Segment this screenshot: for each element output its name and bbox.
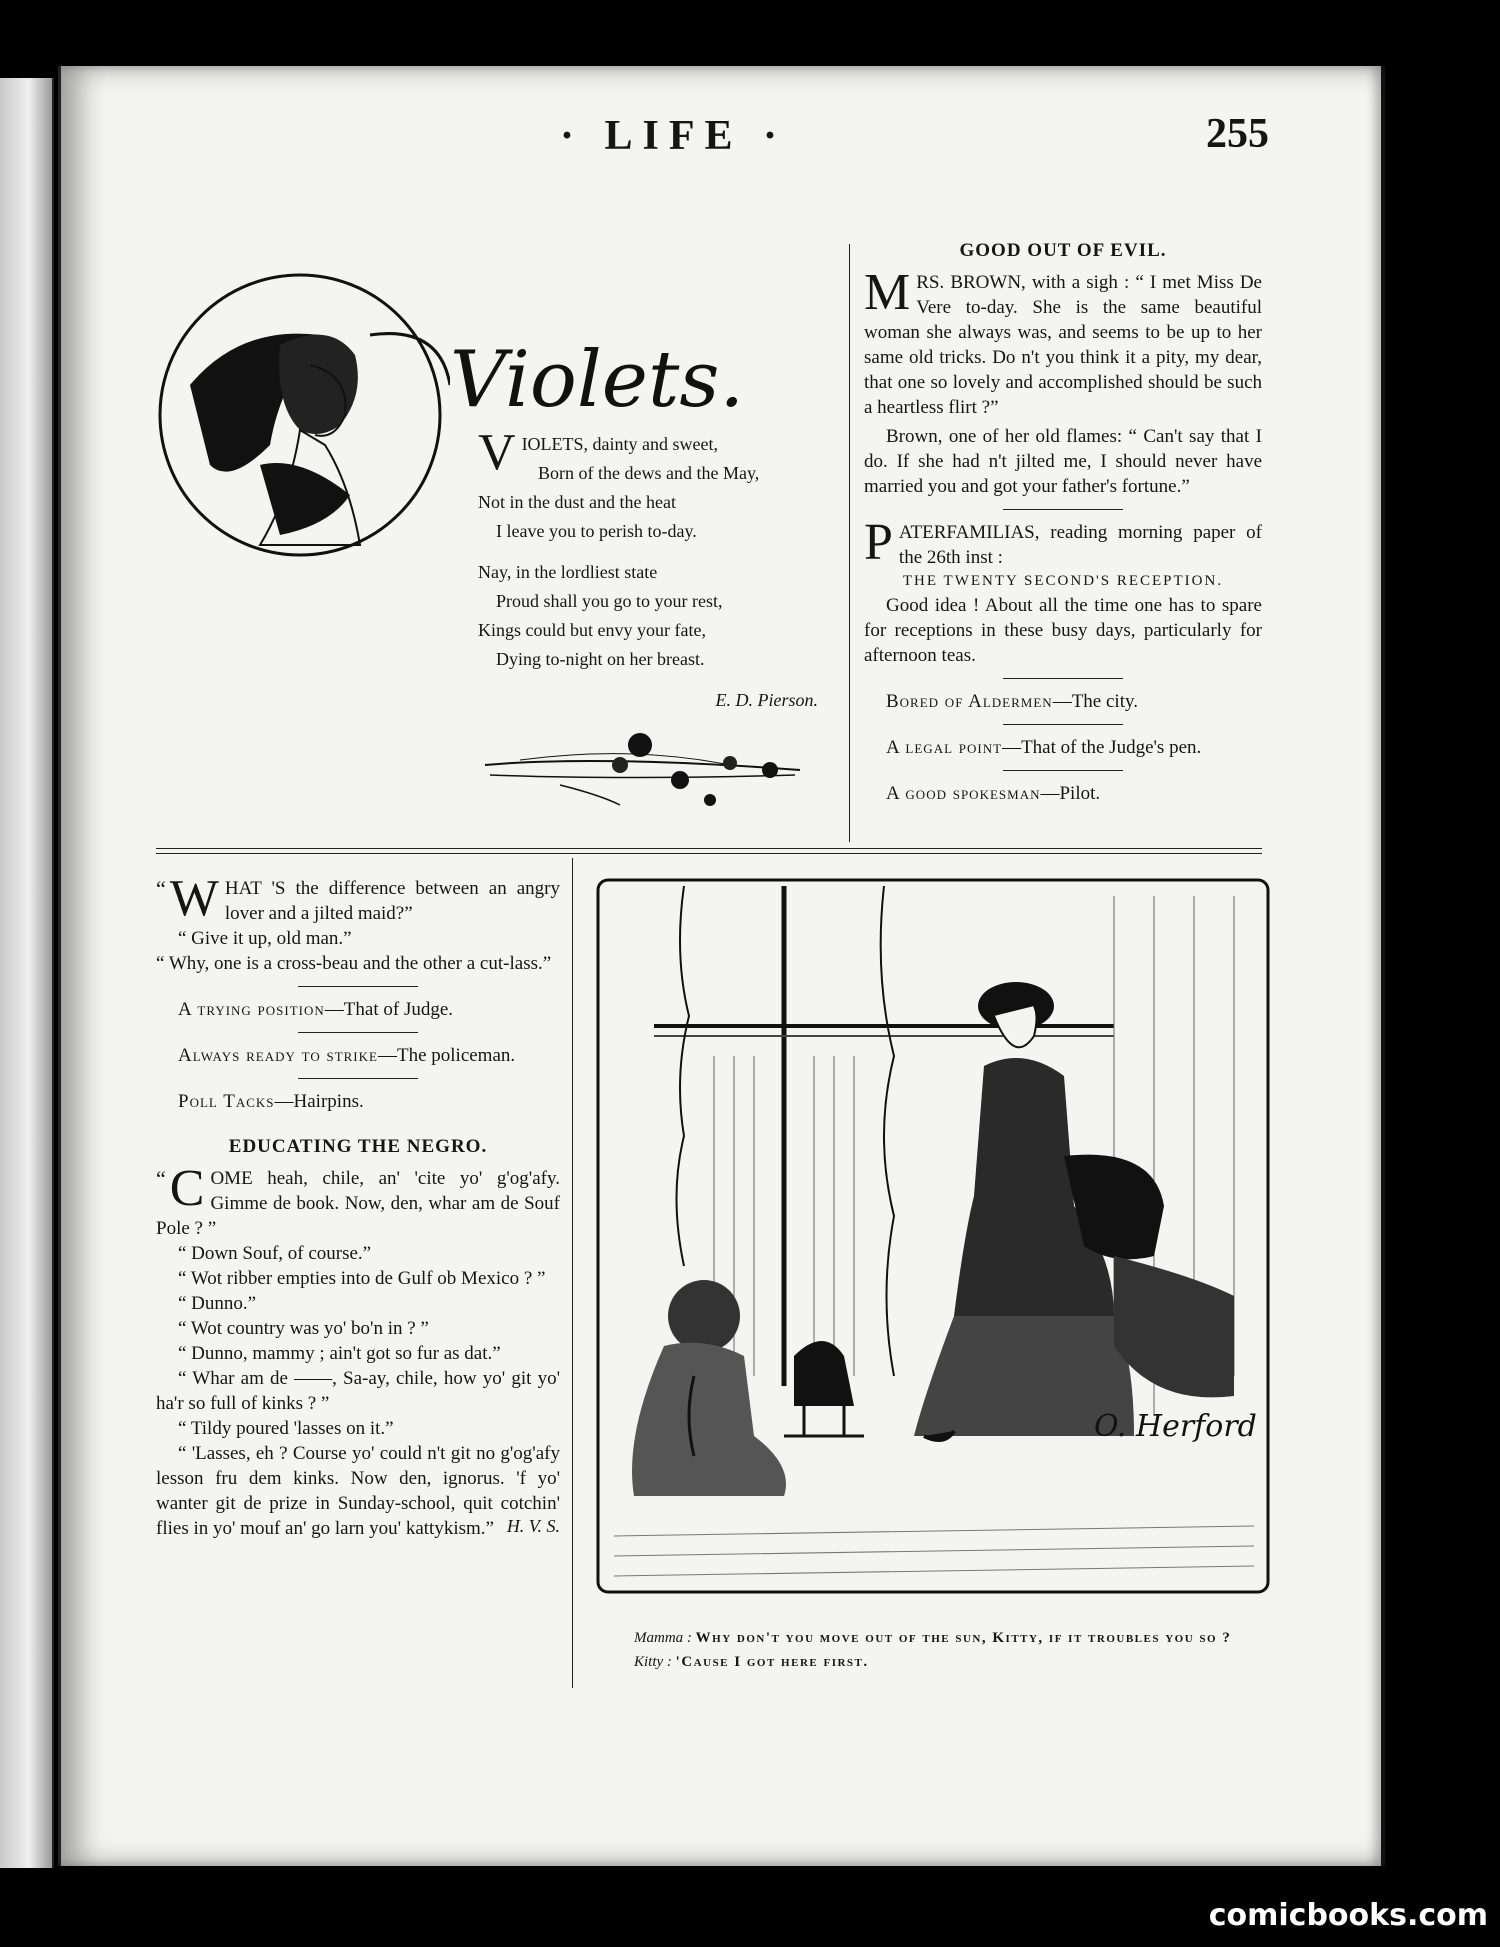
short-rule <box>1003 678 1123 679</box>
educating-line: “ Whar am de ——, Sa-ay, chile, how yo' git yo' ha'r so full of kinks ? ” <box>156 1368 560 1414</box>
paterfamilias-intro <box>864 514 1262 571</box>
quip-left: Always ready to strike—The policeman. <box>178 1045 516 1066</box>
educating-author: H. V. S. <box>506 1516 560 1536</box>
right-column <box>864 240 1262 806</box>
quip-right: A good spokesman—Pilot. <box>886 783 1101 804</box>
top-column-divider <box>849 244 850 842</box>
section-divider-2 <box>156 853 1262 854</box>
poem-line: Kings could but envy your fate, <box>478 620 706 640</box>
educating-line: “ Down Souf, of course.” <box>178 1243 372 1264</box>
poem-line: Nay, in the lordliest state <box>478 562 658 582</box>
lower-left-column <box>156 870 560 1539</box>
para-text: ATERFAMILIAS, reading morning paper of the 26th inst : <box>898 522 1262 568</box>
section-divider <box>156 848 1262 849</box>
poem-line: I leave you to perish to-day. <box>496 521 697 541</box>
caption-line-1: Mamma : Why don't you move out of the sun, Kitty, if it troubles you so ? <box>634 1630 1232 1646</box>
poem-line: Proud shall you go to your rest, <box>496 591 723 611</box>
violet-flowers-ornament <box>480 725 810 815</box>
poem-line: Not in the dust and the heat <box>478 492 676 512</box>
short-rule <box>1003 724 1123 725</box>
portrait-vignette <box>150 265 450 565</box>
short-rule <box>298 1032 418 1033</box>
mamma-and-kitty-illustration <box>594 876 1272 1596</box>
poem-line: Born of the dews and the May, <box>538 463 760 483</box>
short-rule <box>298 1078 418 1079</box>
short-rule <box>1003 770 1123 771</box>
educating-line: “ Wot country was yo' bo'n in ? ” <box>178 1318 429 1339</box>
dropcap-c: C <box>169 1160 205 1217</box>
quip-right: A legal point—That of the Judge's pen. <box>886 737 1202 758</box>
riddle-question: “ W HAT 'S the difference between an angry lover and a jilted maid?” <box>156 870 560 927</box>
paterfamilias-para: Good idea ! About all the time one has to spare for receptions in these busy days, particularly for afternoon teas. <box>864 595 1262 666</box>
paterfamilias-subhead: THE TWENTY SECOND'S RECEPTION. <box>902 573 1224 589</box>
quip-left: Poll Tacks—Hairpins. <box>178 1091 364 1112</box>
caption-line-2: Kitty : 'Cause I got here first. <box>634 1654 869 1670</box>
good-out-of-evil-para2: Brown, one of her old flames: “ Can't say that I do. If she had n't jilted me, I should never have married you and got your father's fortune.” <box>864 426 1262 497</box>
educating-line: “ Dunno.” <box>178 1293 257 1314</box>
page-number: 255 <box>1206 111 1269 157</box>
educating-heading: EDUCATING THE NEGRO. <box>228 1136 488 1157</box>
short-rule <box>1003 509 1123 510</box>
para-text: RS. BROWN, with a sigh : “ I met Miss De Vere to-day. She is the same beautiful woman she always was, and seems to be up to her same old tricks. Do n't you think it a pity, my dear, that one so lovely and accomplished should be such a heartless flirt ?” <box>864 272 1262 418</box>
masthead-title: · LIFE · <box>560 113 788 159</box>
poem-author: E. D. Pierson. <box>715 690 818 710</box>
good-out-of-evil-para1 <box>864 264 1262 420</box>
dropcap-p: P <box>864 514 893 571</box>
violets-poem <box>478 424 818 715</box>
poem-line: Dying to-night on her breast. <box>496 649 705 669</box>
short-rule <box>298 986 418 987</box>
poem-dropcap: V <box>478 424 516 481</box>
educating-line: “ Wot ribber empties into de Gulf ob Mexico ? ” <box>178 1268 546 1289</box>
quip-left: A trying position—That of Judge. <box>178 999 454 1020</box>
good-out-of-evil-heading: GOOD OUT OF EVIL. <box>959 240 1167 261</box>
quip-right: Bored of Aldermen—The city. <box>886 691 1138 712</box>
previous-page-edge <box>0 78 54 1868</box>
educating-line: “ Tildy poured 'lasses on it.” <box>178 1418 394 1439</box>
site-watermark: comicbooks.com <box>1208 1898 1488 1933</box>
illustration-signature: O. Herford <box>1094 1409 1257 1444</box>
poem-stanza-1 <box>478 424 818 546</box>
lower-column-divider <box>572 858 573 1688</box>
riddle-reply: “ Give it up, old man.” <box>178 928 352 949</box>
riddle-answer: “ Why, one is a cross-beau and the other a cut-lass.” <box>156 953 552 974</box>
dropcap-w: W <box>169 870 219 927</box>
poem-line: IOLETS, dainty and sweet, <box>521 434 719 454</box>
illustration-caption <box>594 1626 1270 1674</box>
educating-first: “ C OME heah, chile, an' 'cite yo' g'og'afy. Gimme de book. Now, den, whar am de Souf Pole ? ” <box>156 1160 560 1239</box>
violets-script-title: Violets. <box>450 335 745 425</box>
educating-line: “ Dunno, mammy ; ain't got so fur as dat.” <box>178 1343 501 1364</box>
educating-last: “ 'Lasses, eh ? Course yo' could n't git no g'og'afy lesson fru dem kinks. Now den, ignorus. 'f yo' wanter git de prize in Sunday-school, quit cotchin' flies in yo' mouf an' go larn you' kattykism.” <box>156 1443 560 1539</box>
poem-stanza-2 <box>478 558 818 674</box>
dropcap-m: M <box>864 264 911 321</box>
